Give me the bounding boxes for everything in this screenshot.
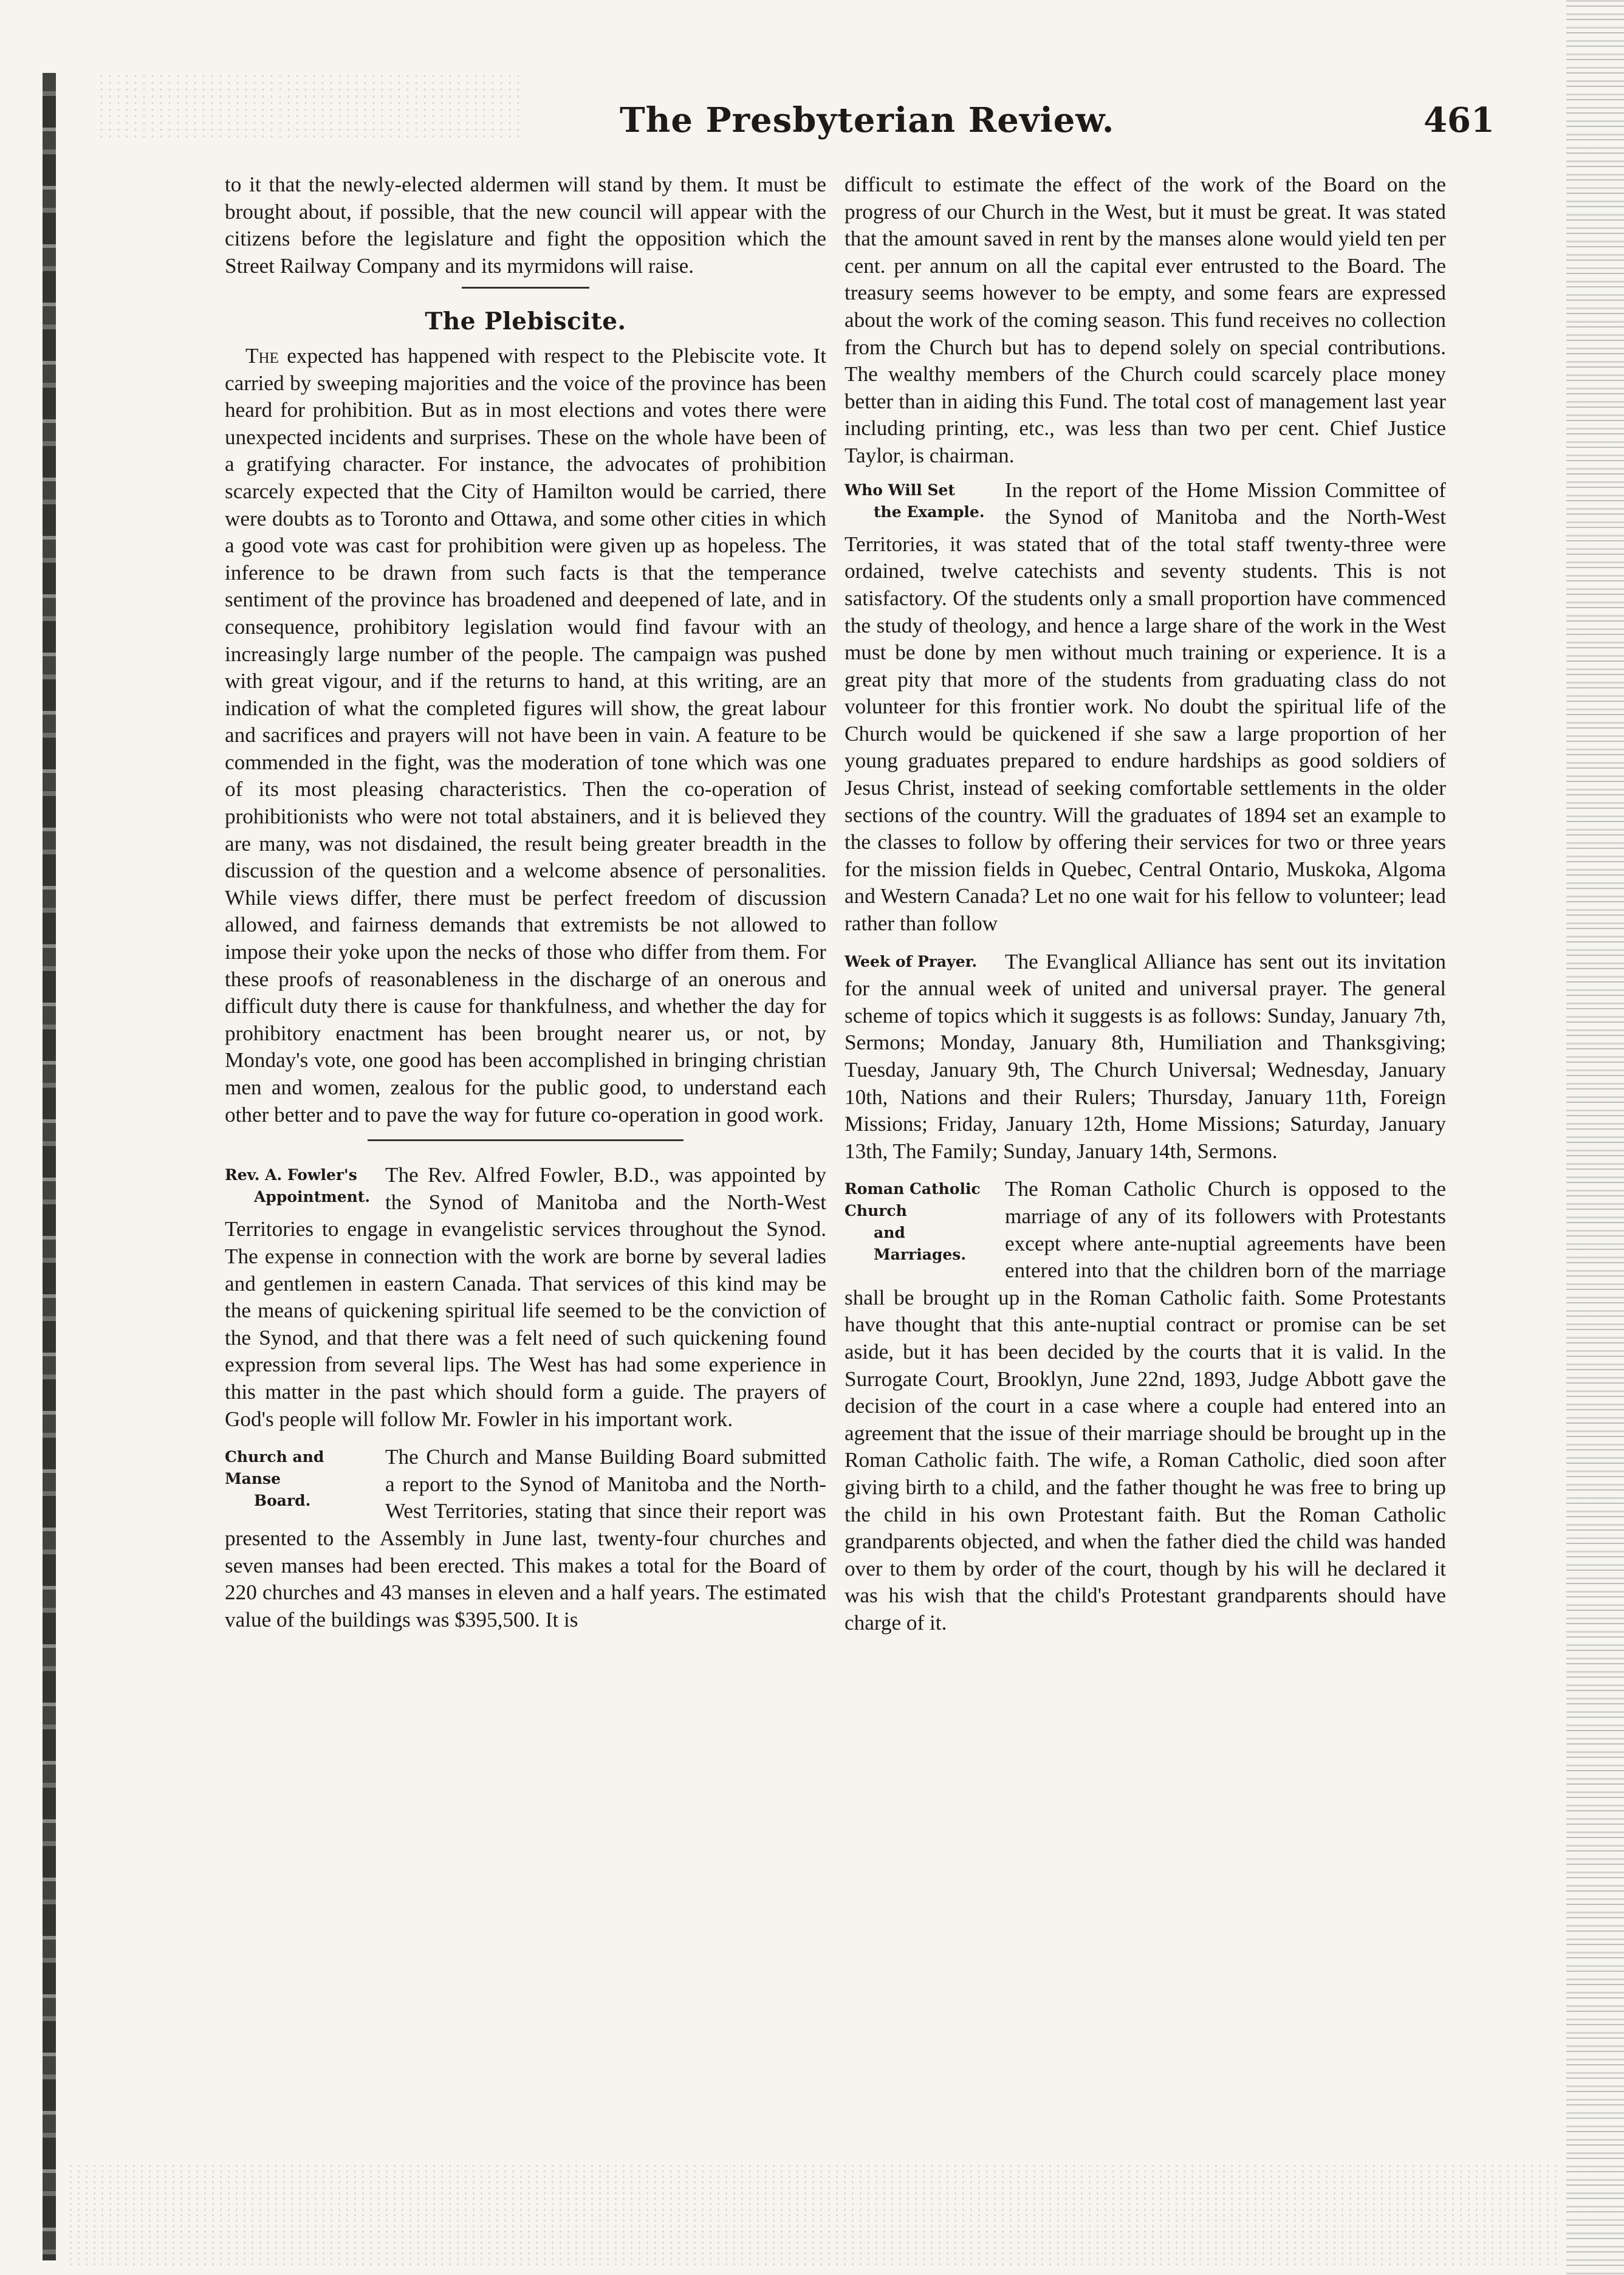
plebiscite-lead-word: The [245,343,279,368]
left-column [225,171,826,1644]
sidenote-line: Week of Prayer. [845,952,978,970]
prayer-lead: The Evanglical Alliance has sent out [1005,949,1329,973]
sidenote-line: Church and Manse [225,1448,324,1488]
sidenote-line: the Example. [874,503,985,521]
aldermen-paragraph: to it that the newly-elected aldermen will stand by them. It must be brought about, if possible, that the new council will appear with the citizens before the legislature and fight the opposition which the Street Railway Company and its myrmidons will raise. [225,173,826,278]
example-entry [845,477,1446,938]
sidenote-line: Rev. A. Fowler's [225,1166,357,1184]
manse-entry [225,1444,826,1633]
plebiscite-title: The Plebiscite. [425,307,626,336]
prayer-body: its invitation for the annual week of united and universal prayer. The general scheme of topics which it suggests is as follows: Sunday, January 7th, Sermons; Monday, January 8th, Humiliation and Thanksgiving; Tuesday, January 9th, The Church Universal; Wednesday, January 10th, Nations and their Rulers; Thursday, January 11th, Foreign Missions; Friday, January 12th, Home Missions; Saturday, January 13th, The Family; Sunday, January 14th, Sermons. [845,949,1447,1163]
prayer-sidenote [845,951,996,973]
page-edge [1566,0,1624,2275]
catholic-lead: The Roman Catholic Church is [1005,1177,1297,1201]
page-header [231,100,1495,167]
sidenote-line: and Marriages. [874,1224,967,1264]
fowler-lead: The Rev. Alfred Fowler, B.D., was [385,1163,702,1187]
section-rule [368,1139,684,1141]
prayer-paragraph [845,949,1446,1165]
sidenote-line: Roman Catholic Church [845,1180,981,1220]
running-head: The Presbyterian Review. [620,100,1115,140]
manse-body: submitted a report to the Synod of Manitoba and the North-West Territories, stating that since their report was presented to the Assembly in June last, twenty-four churches and seven manses had been erected. This makes a total for the Board of 220 churches and 43 manses in eleven and a half years. The estimated value of the buildings was $395,500. It is [225,1445,827,1632]
sidenote-line: Board. [254,1492,311,1510]
prayer-entry [845,949,1446,1165]
example-paragraph [845,477,1446,938]
example-body: Committee of the Synod of Manitoba and the North-West Territories, it was stated that of the total staff twenty-three were ordained, twelve catechists and seventy students. This is not satisfactory. Of the students only a small proportion have commenced the study of theology, and hence a large share of the work in the West must be done by men without much training or experience. It is a great pity that more of the students from graduating class do not volunteer for this frontier work. No doubt the spiritual life of the Church would be quickened if she saw a large proportion of her young graduates prepared to endure hardships as good soldiers of Jesus Christ, instead of seeking comfortable settlements in the older sections of the country. Will the graduates of 1894 set an example to the classes to follow by offering their services for two or three years for the mission fields in Quebec, Central Ontario, Muskoka, Algoma and Western Canada? Let no one wait for his fellow to volunteer; lead rather than follow [845,478,1446,936]
fowler-entry [225,1162,826,1433]
right-column [845,171,1446,1647]
catholic-entry [845,1176,1446,1636]
sidenote-line: Who Will Set [845,481,955,499]
fowler-sidenote [225,1164,377,1208]
section-rule [462,287,589,289]
manse-lead: The Church and Manse Building Board [385,1445,735,1469]
example-sidenote [845,479,996,523]
plebiscite-paragraph [225,343,826,1128]
manse-continued-paragraph: difficult to estimate the effect of the work of the Board on the progress of our Church in the West, but it must be great. It was stated that the amount saved in rent by the manses alone would yield ten per cent. per annum on all the capital ever entrusted to the Board. The treasury seems however to be empty, and some fears are expressed about the work of the coming season. This fund receives no collection from the Church but has to depend solely on special contributions. The wealthy members of the Church could scarcely place money better than in aiding this Fund. The total cost of management last year including printing, etc., was less than two per cent. Chief Justice Taylor, is chairman. [845,173,1446,467]
catholic-sidenote [845,1178,996,1266]
sidenote-line: Appointment. [254,1188,371,1206]
catholic-body: opposed to the marriage of any of its followers with Protestants except where ante-nuptial agreements have been entered into that the children born of the marriage shall be brought up in the Roman Catholic faith. Some Protestants have thought that this ante-nuptial contract or promise can be set aside, but it has been decided by the courts that it is valid. In the Surrogate Court, Brooklyn, June 22nd, 1893, Judge Abbott gave the decision of the court in a case where a couple had entered into an agreement that the issue of their marriage should be brought up in the Roman Catholic faith. The wife, a Roman Catholic, died soon after giving birth to a child, and the father thought he was free to bring up the child in his own Protestant faith. But the Roman Catholic grandparents objected, and when the father died the child was handed over to them by order of the court, though by his will he declared it was his wish that the child's Protestant grandparents should have charge of it. [845,1177,1446,1635]
page-number: 461 [1424,100,1495,140]
plebiscite-body: expected has happened with respect to the Plebiscite vote. It carried by sweeping majorities and the voice of the province has been heard for prohibition. But as in most elections and votes there were unexpected incidents and surprises. These on the whole have been of a gratifying character. For instance, the advocates of prohibition scarcely expected that the City of Hamilton would be carried, there were doubts as to Toronto and Ottawa, and some other cities in which a good vote was cast for prohibition were given up as hopeless. The inference to be drawn from such facts is that the temperance sentiment of the province has broadened and deepened of late, and in consequence, prohibitory legislation would find favour with an increasingly large number of the people. The campaign was pushed with great vigour, and if the returns to hand, at this writing, are an indication of what the completed figures will show, the great labour and sacrifices and prayers will not have been in vain. A feature to be commended in the fight, was the moderation of tone which was one of its most pleasing characteristics. Then the co-operation of prohibitionists who were not total abstainers, and it is believed they are many, was not disdained, the result being greater breadth in the discussion of the question and a welcome absence of personalities. While views differ, there must be perfect freedom of discussion allowed, and fairness demands that extremists be not allowed to impose their yoke upon the necks of those who differ from them. For these proofs of reasonableness in the discharge of an onerous and difficult duty there is cause for thankfulness, and whether the day for prohibitory enactment has been brought nearer us, or not, by Monday's vote, one good has been accomplished in bringing christian men and women, zealous for the public good, to understand each other better and to pave the way for future co-operation in good work. [225,343,826,1127]
fowler-body: appointed by the Synod of Manitoba and the North-West Territories to engage in evangelistic services throughout the Synod. The expense in connection with the work are borne by several ladies and gentlemen in eastern Canada. That services of this kind may be the means of quickening spiritual life seemed to be the conviction of the Synod, and that there was a felt need of such quickening found expression from several lips. The West has had some experience in this matter in the past which should form a guide. The prayers of God's people will follow Mr. Fowler in his important work. [225,1163,826,1431]
scan-noise-bottom [67,2163,1561,2266]
example-lead: In the report of the Home Mission [1005,478,1317,502]
manse-sidenote [225,1446,377,1512]
binding-edge [43,73,56,2260]
